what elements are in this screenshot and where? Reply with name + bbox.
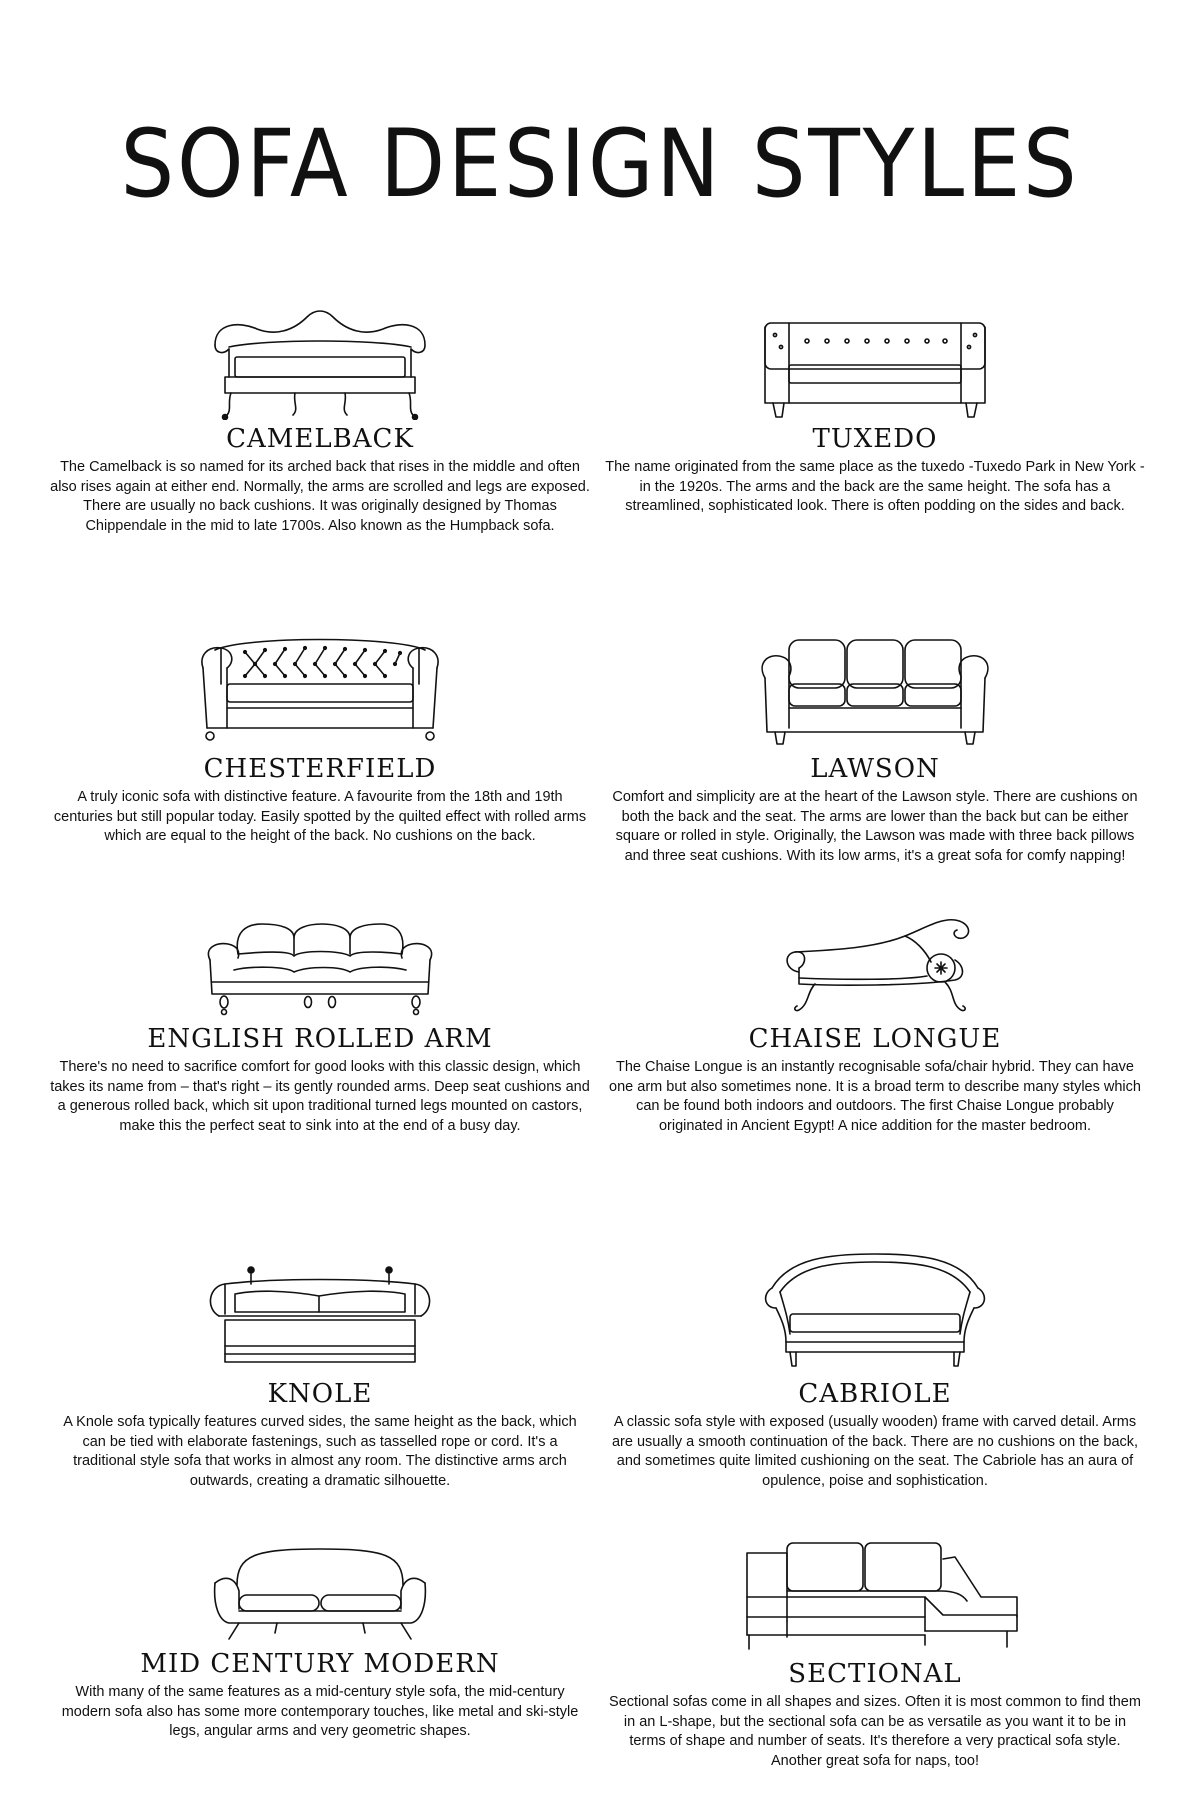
style-description: With many of the same features as a mid-century style sofa, the mid-century modern sofa also has some more contemporary touches, like metal and ski-style legs, angular arms and very geometric shapes.	[61, 1684, 579, 1739]
style-name: CHAISE LONGUE	[748, 1024, 1002, 1054]
style-description: There's no need to sacrifice comfort for good looks with this classic design, which takes its name from – that's right – its gently rounded arms. Deep seat cushions and a generous rolled back, which sit upon traditional turned legs mounted on castors, make this the perfect seat to sink into at the end of a busy day.	[50, 1059, 590, 1134]
style-description: A classic sofa style with exposed (usually wooden) frame with carved detail. Arms are usually a smooth continuation of the back. There are no cushions on the back, and sometimes quite limited cushioning on the seat. The Cabriole has an aura of opulence, poise and sophistication.	[611, 1414, 1139, 1489]
style-card-camelback	[50, 305, 590, 536]
style-card-english-rolled-arm	[50, 910, 590, 1136]
style-description: A Knole sofa typically features curved sides, the same height as the back, which can be tied with elaborate fastenings, such as tasselled rope or cord. It's a traditional style sofa that works in almost any room. The distinctive arms arch outwards, creating a dramatic silhouette.	[63, 1414, 577, 1489]
style-description: The Camelback is so named for its arched back that rises in the middle and often also rises again at either end. Normally, the arms are scrolled and legs are exposed. There are usually no back cushions. It was originally designed by Thomas Chippendale in the mid to late 1700s. Also known as the Humpback sofa.	[50, 459, 590, 534]
cabriole-sofa-icon	[750, 1250, 1000, 1375]
style-card-cabriole	[605, 1250, 1145, 1491]
chaise-longue-icon	[755, 910, 995, 1020]
style-card-mid-century-modern	[50, 1535, 590, 1742]
style-description: The name originated from the same place as the tuxedo -Tuxedo Park in New York - in the 1920s. The arms and the back are the same height. The sofa has a streamlined, sophisticated look. There is often podding on the sides and back.	[605, 459, 1145, 514]
tuxedo-sofa-icon	[745, 305, 1005, 420]
style-description: The Chaise Longue is an instantly recognisable sofa/chair hybrid. They can have one arm but also sometimes none. It is a broad term to describe many styles which can be found both indoors and outdoors. The first Chaise Longue probably originated in Ancient Egypt! A nice addition for the master bedroom.	[609, 1059, 1141, 1134]
style-card-sectional	[605, 1535, 1145, 1771]
style-name: ENGLISH ROLLED ARM	[147, 1024, 493, 1054]
page-title: SOFA DESIGN STYLES	[120, 110, 1080, 219]
style-name: LAWSON	[810, 754, 940, 784]
style-name: CAMELBACK	[226, 424, 414, 454]
style-name: MID CENTURY MODERN	[140, 1649, 500, 1679]
style-card-knole	[50, 1250, 590, 1491]
style-card-tuxedo	[605, 305, 1145, 517]
style-card-chaise-longue	[605, 910, 1145, 1136]
camelback-sofa-icon	[195, 305, 445, 420]
chesterfield-sofa-icon	[185, 628, 455, 750]
knole-sofa-icon	[195, 1250, 445, 1375]
style-card-lawson	[605, 628, 1145, 866]
style-name: KNOLE	[267, 1379, 373, 1409]
style-name: CABRIOLE	[798, 1379, 952, 1409]
style-card-chesterfield	[50, 628, 590, 847]
style-description: Comfort and simplicity are at the heart of the Lawson style. There are cushions on both the back and the seat. The arms are lower than the back but can be either square or rolled in style. Originally, the Lawson was made with three back pillows and three seat cushions. With its low arms, it's a great sofa for comfy napping!	[612, 789, 1138, 864]
mid-century-modern-sofa-icon	[195, 1535, 445, 1645]
style-description: A truly iconic sofa with distinctive feature. A favourite from the 18th and 19th centuries but still popular today. Easily spotted by the quilted effect with rolled arms which are equal to the height of the back. No cushions on the back.	[53, 789, 587, 844]
style-name: SECTIONAL	[788, 1659, 962, 1689]
lawson-sofa-icon	[745, 628, 1005, 750]
style-description: Sectional sofas come in all shapes and sizes. Often it is most common to find them in an L-shape, but the sectional sofa can be as versatile as you want it to be in terms of shape and number of seats. It's therefore a very practical sofa style. Another great sofa for naps, too!	[609, 1694, 1141, 1769]
style-name: CHESTERFIELD	[203, 754, 437, 784]
english-rolled-arm-sofa-icon	[190, 910, 450, 1020]
sectional-sofa-icon	[725, 1535, 1025, 1655]
style-name: TUXEDO	[812, 424, 938, 454]
